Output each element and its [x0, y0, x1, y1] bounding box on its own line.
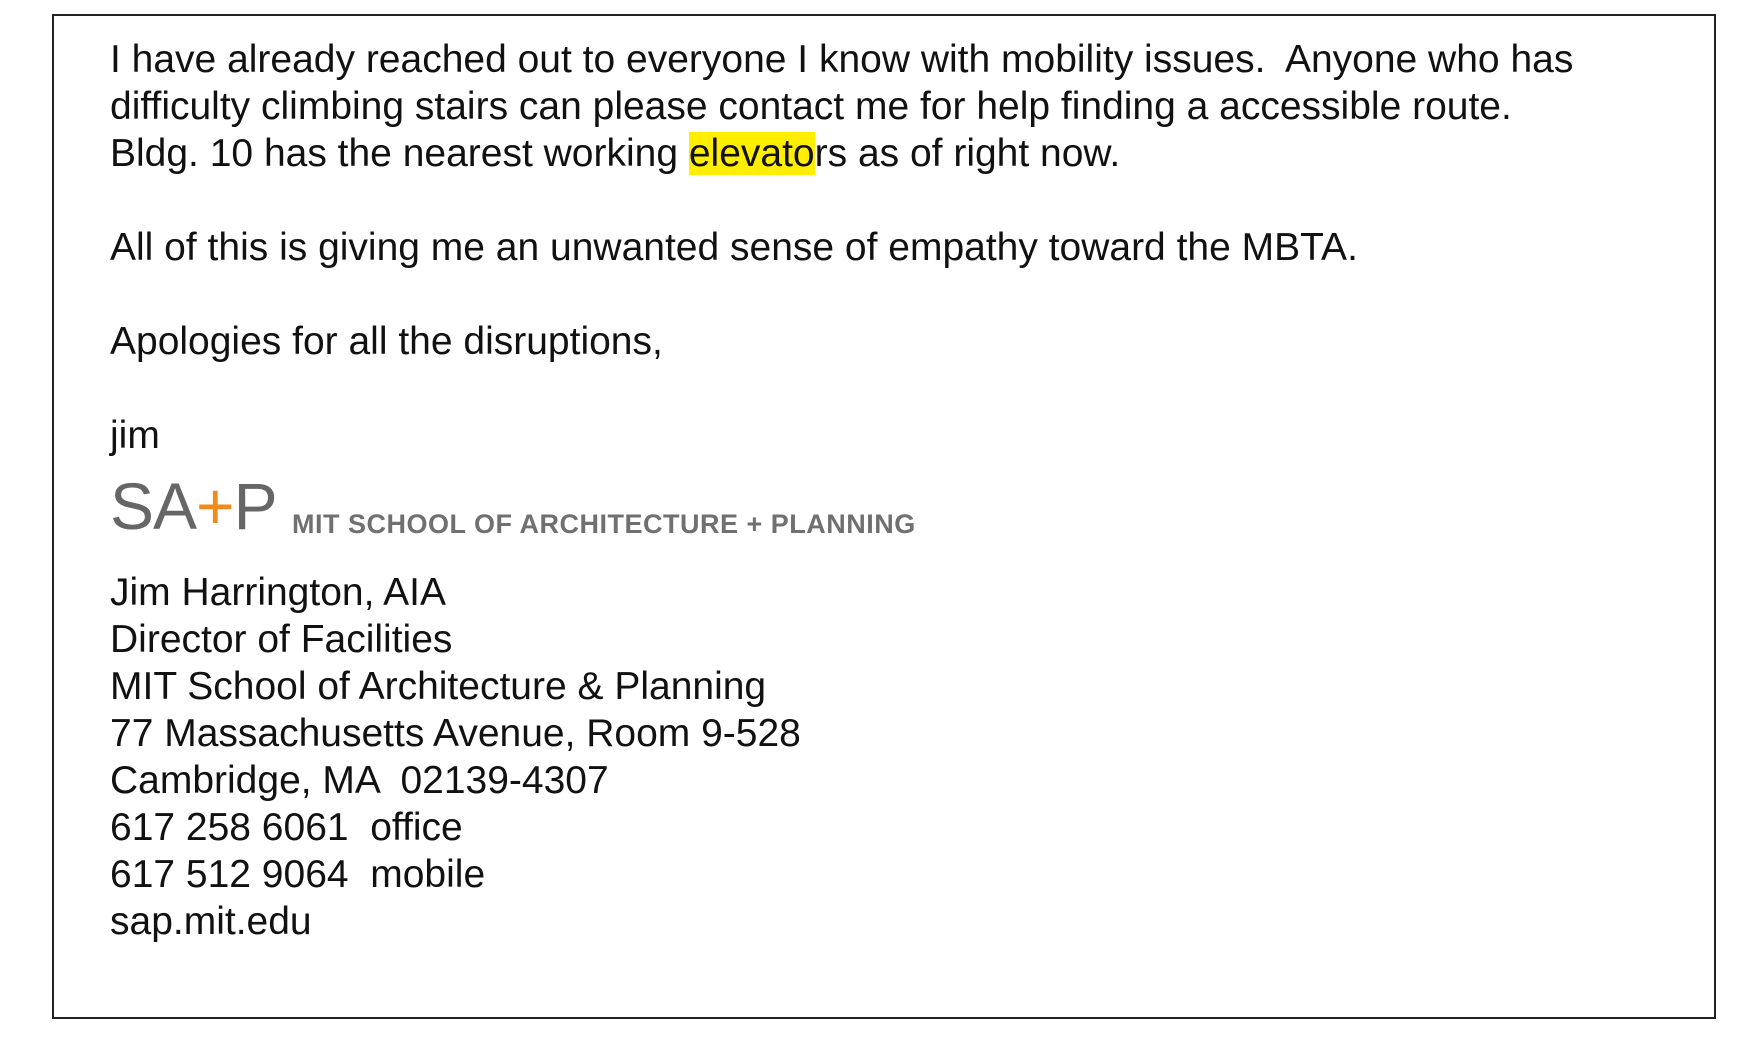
logo-mark-right: P [233, 469, 277, 543]
signature-office-phone: 617 258 6061 office [110, 806, 463, 849]
signature-org: MIT School of Architecture & Planning [110, 665, 767, 708]
spacer [110, 365, 1690, 412]
signature-title: Director of Facilities [110, 618, 453, 661]
email-content [110, 36, 1690, 945]
spacer [110, 271, 1690, 318]
logo-wordmark: MIT SCHOOL OF ARCHITECTURE + PLANNING [292, 509, 916, 539]
paragraph-1-line-2: difficulty climbing stairs can please contact me for help finding a accessible route. [110, 85, 1512, 128]
logo-mark-left: SA [110, 469, 197, 543]
signature-website-link[interactable]: sap.mit.edu [110, 900, 312, 943]
signature-mobile-phone: 617 512 9064 mobile [110, 853, 486, 896]
signature-address-1: 77 Massachusetts Avenue, Room 9-528 [110, 712, 801, 755]
paragraph-2: All of this is giving me an unwanted sense of empathy toward the MBTA. [110, 226, 1358, 269]
signoff-name: jim [110, 414, 160, 457]
sap-logo [110, 469, 1690, 569]
paragraph-1-line-3 [110, 130, 1690, 177]
signature-name: Jim Harrington, AIA [110, 571, 446, 614]
text-segment: rs as of right now. [814, 132, 1121, 175]
highlighted-word: elevato [688, 132, 815, 175]
signature-address-2: Cambridge, MA 02139-4307 [110, 759, 609, 802]
paragraph-1-line-1: I have already reached out to everyone I know with mobility issues. Anyone who has [110, 38, 1574, 81]
email-body-frame [52, 14, 1716, 1019]
closing-line: Apologies for all the disruptions, [110, 320, 663, 363]
logo-mark [110, 469, 277, 543]
spacer [110, 177, 1690, 224]
text-segment: Bldg. 10 has the nearest working [110, 132, 689, 175]
logo-plus-icon: + [196, 469, 234, 543]
